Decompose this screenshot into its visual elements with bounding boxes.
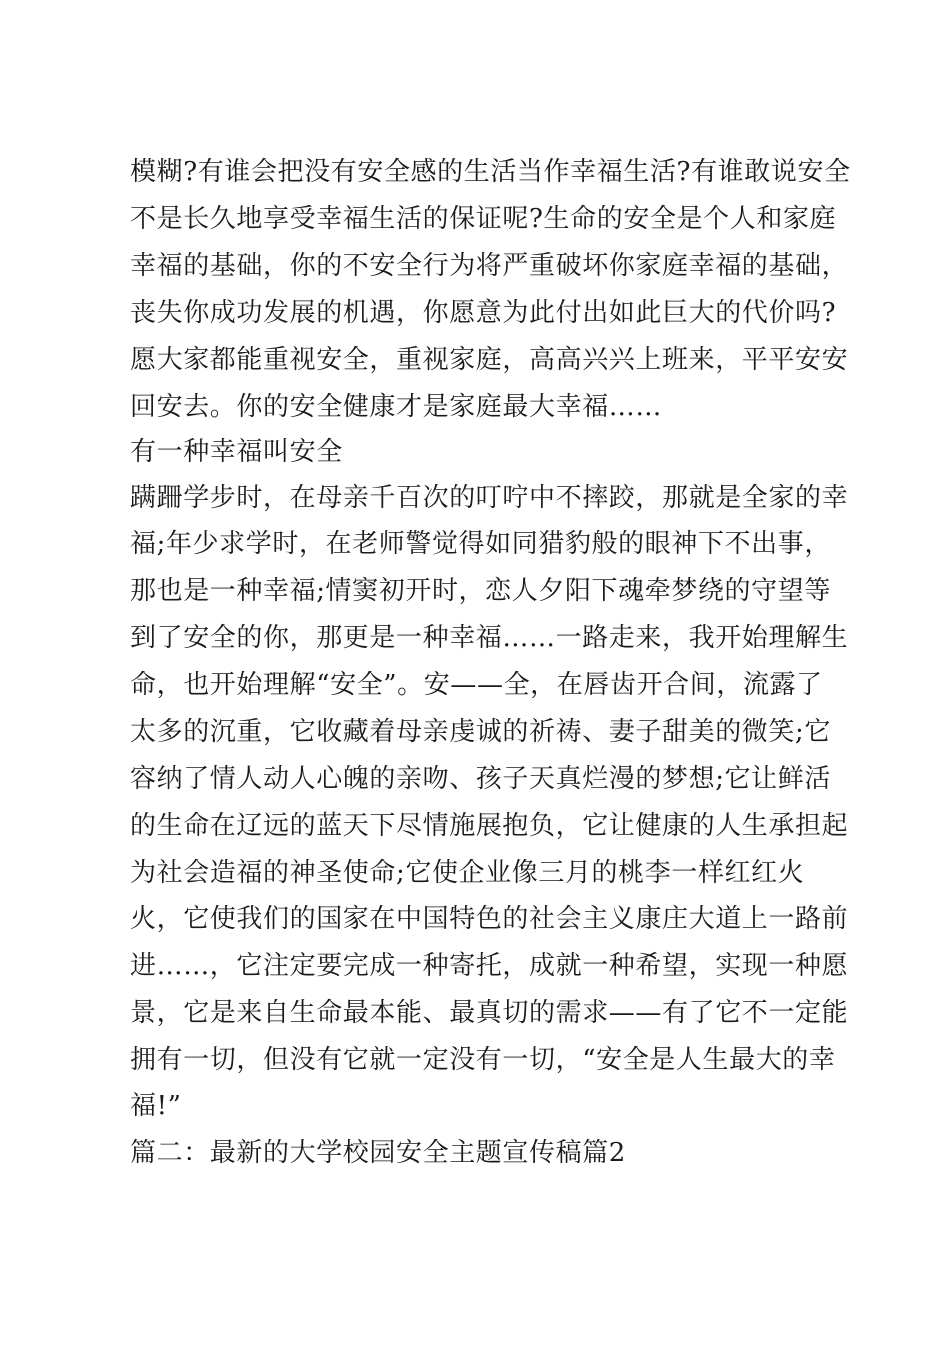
text-line: 模糊?有谁会把没有安全感的生活当作幸福生活?有谁敢说安全 <box>130 157 851 187</box>
text-line: 景，它是来自生命最本能、最真切的需求——有了它不一定能 <box>130 998 849 1028</box>
text-line: 福;年少求学时，在老师警觉得如同猎豹般的眼神下不出事， <box>130 529 831 559</box>
text-line: 福!” <box>130 1091 182 1121</box>
text-line: 进……，它注定要完成一种寄托，成就一种希望，实现一种愿 <box>130 951 849 981</box>
text-line: 命，也开始理解“安全”。安——全，在唇齿开合间，流露了 <box>130 670 823 700</box>
text-line: 拥有一切，但没有它就一定没有一切，“安全是人生最大的幸 <box>130 1045 836 1075</box>
text-line: 回安去。你的安全健康才是家庭最大幸福…… <box>130 392 663 422</box>
text-line: 容纳了情人动人心魄的亲吻、孩子天真烂漫的梦想;它让鲜活 <box>130 764 831 794</box>
text-line: 太多的沉重，它收藏着母亲虔诚的祈祷、妻子甜美的微笑;它 <box>130 717 831 747</box>
section-heading: 篇二：最新的大学校园安全主题宣传稿篇2 <box>130 1138 626 1168</box>
text-line: 那也是一种幸福;情窦初开时，恋人夕阳下魂牵梦绕的守望等 <box>130 576 831 606</box>
text-line: 愿大家都能重视安全，重视家庭，高高兴兴上班来，平平安安 <box>130 345 849 375</box>
text-line: 蹒跚学步时，在母亲千百次的叮咛中不摔跤，那就是全家的幸 <box>130 483 849 513</box>
section-heading: 有一种幸福叫安全 <box>130 437 343 467</box>
text-line: 不是长久地享受幸福生活的保证呢?生命的安全是个人和家庭 <box>130 204 837 234</box>
text-line: 火，它使我们的国家在中国特色的社会主义康庄大道上一路前 <box>130 904 849 934</box>
text-line: 丧失你成功发展的机遇，你愿意为此付出如此巨大的代价吗? <box>130 298 837 328</box>
text-line: 为社会造福的神圣使命;它使企业像三月的桃李一样红红火 <box>130 858 805 888</box>
text-line: 的生命在辽远的蓝天下尽情施展抱负，它让健康的人生承担起 <box>130 811 849 841</box>
text-line: 幸福的基础，你的不安全行为将严重破坏你家庭幸福的基础， <box>130 251 849 281</box>
text-line: 到了安全的你，那更是一种幸福……一路走来，我开始理解生 <box>130 623 849 653</box>
